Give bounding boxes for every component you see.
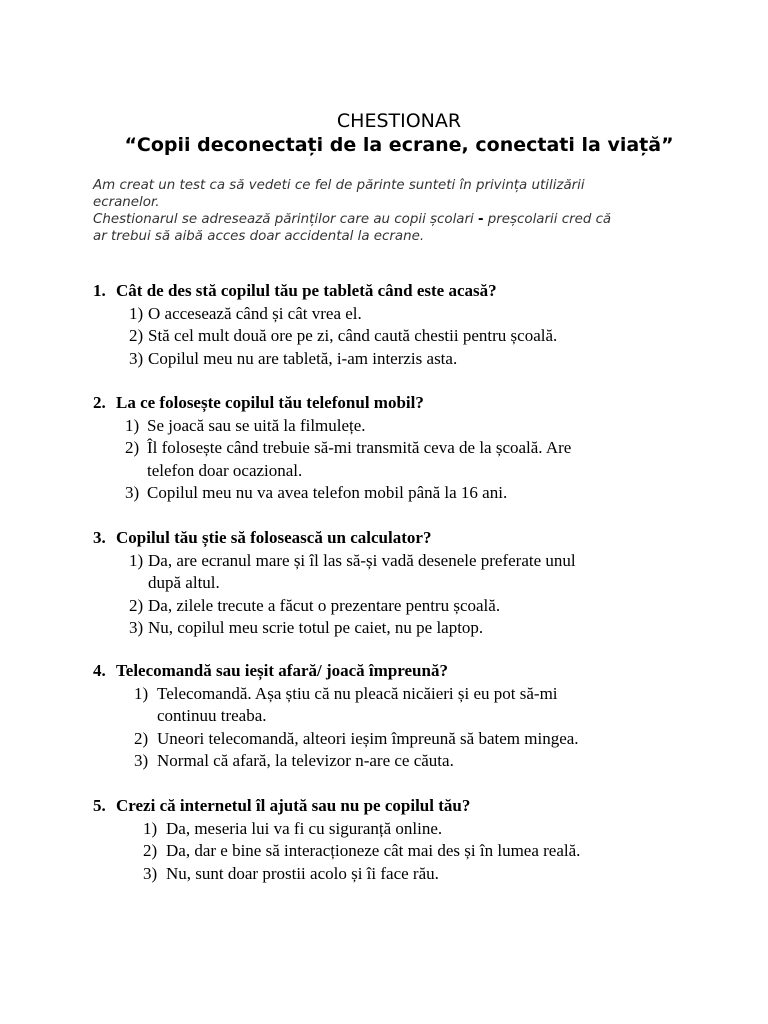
option-text: Nu, copilul meu scrie totul pe caiet, nu pe laptop.	[148, 618, 484, 637]
option-number: 1)	[143, 818, 158, 838]
option-text: Da, dar e bine să interacționeze cât mai des și în lumea reală.	[166, 841, 581, 860]
question-number: 2.	[93, 393, 106, 412]
answer-option	[93, 683, 713, 706]
answer-option	[93, 550, 713, 573]
option-number: 1)	[134, 683, 149, 703]
document-subtitle: “Copii deconectați de la ecrane, conectati la viață”	[124, 134, 674, 156]
answer-option	[93, 325, 713, 348]
option-text: Da, are ecranul mare și îl las să-și vadă desenele preferate unul	[148, 550, 576, 570]
option-number: 2)	[129, 326, 144, 345]
answer-option	[93, 617, 713, 640]
question-3	[93, 527, 713, 640]
intro-dash: -	[477, 212, 484, 227]
answer-option	[93, 750, 713, 773]
answer-option	[93, 863, 713, 886]
answer-option	[93, 348, 713, 371]
question-text: Copilul tău știe să folosească un calculator?	[116, 528, 432, 547]
option-text: Copilul meu nu va avea telefon mobil până la 16 ani.	[147, 483, 508, 502]
question-2	[93, 392, 713, 505]
question-text: La ce folosește copilul tău telefonul mobil?	[116, 393, 424, 412]
question-text: Telecomandă sau ieșit afară/ joacă împreună?	[116, 661, 448, 680]
question-title	[93, 392, 713, 415]
option-number: 3)	[129, 618, 144, 637]
question-number: 5.	[93, 796, 106, 815]
answer-option	[93, 840, 713, 863]
option-text: Se joacă sau se uită la filmulețe.	[147, 415, 366, 435]
question-title	[93, 660, 713, 683]
option-number: 1)	[125, 415, 140, 435]
question-title	[93, 527, 713, 550]
answer-option	[93, 415, 713, 438]
question-5	[93, 795, 713, 885]
question-number: 3.	[93, 528, 106, 547]
option-text: Uneori telecomandă, alteori ieșim împreună să batem mingea.	[157, 728, 579, 748]
question-number: 4.	[93, 661, 106, 680]
answer-option	[93, 595, 713, 618]
intro-text: Chestionarul se adresează părinților care au copii școlari	[93, 212, 478, 227]
question-4	[93, 660, 713, 773]
option-number: 3)	[143, 863, 158, 883]
option-number: 3)	[129, 348, 144, 368]
option-number: 2)	[134, 728, 149, 748]
option-text: Normal că afară, la televizor n-are ce căuta.	[157, 751, 454, 770]
option-text: Copilul meu nu are tabletă, i-am interzis asta.	[148, 348, 458, 368]
option-number: 2)	[129, 595, 144, 615]
answer-option	[93, 482, 713, 505]
question-title	[93, 795, 713, 818]
option-text: Stă cel mult două ore pe zi, când caută chestii pentru școală.	[148, 326, 558, 345]
option-text-continued: telefon doar ocazional.	[147, 460, 303, 480]
intro-line: Am creat un test ca să vedeti ce fel de părinte sunteti în privința utilizării	[93, 178, 585, 193]
option-text: Telecomandă. Așa știu că nu pleacă nicăieri și eu pot să-mi	[157, 683, 558, 703]
option-text: Da, zilele trecute a făcut o prezentare pentru școală.	[148, 595, 501, 615]
answer-option	[93, 818, 713, 841]
option-number: 1)	[129, 303, 144, 323]
option-text: Îl folosește când trebuie să-mi transmită ceva de la școală. Are	[147, 438, 572, 457]
option-text-continued: continuu treaba.	[157, 706, 267, 725]
answer-option	[93, 303, 713, 326]
question-text: Crezi că internetul îl ajută sau nu pe copilul tău?	[116, 796, 471, 815]
answer-option	[93, 437, 713, 460]
option-text: Nu, sunt doar prostii acolo și îi face rău.	[166, 863, 439, 883]
option-number: 2)	[143, 841, 158, 860]
intro-paragraph	[93, 177, 693, 245]
intro-line: ecranelor.	[93, 195, 160, 210]
answer-option	[93, 728, 713, 751]
option-number: 3)	[125, 483, 140, 502]
option-text: Da, meseria lui va fi cu siguranță online.	[166, 818, 443, 838]
question-title	[93, 280, 713, 303]
option-number: 1)	[129, 550, 144, 570]
question-text: Cât de des stă copilul tău pe tabletă când este acasă?	[116, 281, 497, 300]
question-1	[93, 280, 713, 370]
option-number: 3)	[134, 751, 149, 770]
question-number: 1.	[93, 281, 106, 300]
option-text-continued: după altul.	[148, 573, 220, 592]
intro-line: ar trebui să aibă acces doar accidental la ecrane.	[93, 229, 425, 244]
option-text: O accesează când și cât vrea el.	[148, 303, 362, 323]
document-title: CHESTIONAR	[336, 110, 462, 132]
option-number: 2)	[125, 438, 140, 457]
intro-line	[93, 211, 693, 228]
intro-text: preșcolarii cred că	[483, 212, 612, 227]
